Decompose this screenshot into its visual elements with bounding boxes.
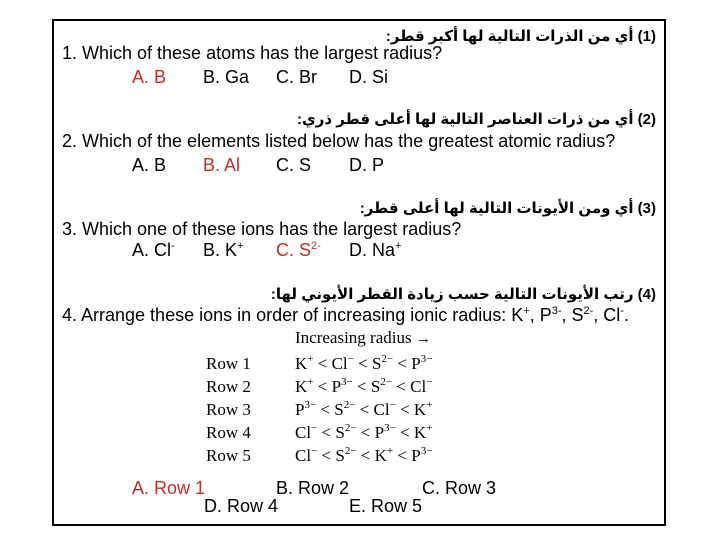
q3-arabic: (3) أي ومن الأيونات التالية لها أعلى قطر: [359, 200, 656, 217]
q1-option-b: B. Ga [203, 67, 250, 87]
q2-option-c: C. S [276, 155, 312, 175]
q1-option-d: D. Si [349, 67, 389, 87]
q4-answer-d: D. Row 4 [204, 496, 279, 516]
row-2-order: $K^+ < P^{3-} < S^{2-} < Cl^-$ [295, 376, 433, 396]
row-3-order: $P^{3-} < S^{2-} < Cl^- < K^+$ [295, 399, 433, 419]
row-1-order: $K^+ < Cl^- < S^{2-} < P^{3-}$ [295, 353, 433, 373]
q3-text: 3. Which one of these ions has the largest radius? [62, 219, 462, 239]
row-4-label: Row 4 [206, 423, 251, 442]
q3-option-b: B. K+ [203, 240, 244, 260]
q2-text: 2. Which of the elements listed below has the greatest atomic radius? [62, 131, 616, 151]
q2-arabic: (2) أي من ذرات العناصر التالية لها أعلى قطر ذري: [297, 111, 656, 128]
row-4-order: $Cl^- < S^{2-} < P^{3-} < K^+$ [295, 422, 433, 442]
q2-option-d: D. P [349, 155, 385, 175]
q3-option-d: D. Na+ [349, 240, 402, 260]
q1-option-c: C. Br [276, 67, 318, 87]
table-header: Increasing radius → [295, 328, 431, 347]
q1-arabic: (1) أي من الذرات التالية لها أكبر قطر: [385, 28, 656, 45]
q2-option-a: A. B [132, 155, 167, 175]
q4-answer-a: A. Row 1 [132, 478, 206, 498]
q2-option-b: B. Al [203, 155, 241, 175]
q3-option-c: C. $S^{2-}$ [276, 240, 321, 260]
q4-answer-c: C. Row 3 [422, 478, 497, 498]
row-5-order: $Cl^- < S^{2-} < K^+ < P^{3-}$ [295, 445, 433, 465]
row-1-label: Row 1 [206, 354, 251, 373]
q4-answer-e: E. Row 5 [349, 496, 423, 516]
row-3-label: Row 3 [206, 400, 251, 419]
q4-arabic: (4) رتب الأيونات التالية حسب زيادة القطر الأيوني لها: [270, 286, 656, 303]
q4-answer-b: B. Row 2 [276, 478, 350, 498]
row-5-label: Row 5 [206, 446, 251, 465]
q1-text: 1. Which of these atoms has the largest radius? [62, 43, 443, 63]
row-2-label: Row 2 [206, 377, 251, 396]
q3-option-a: A. Cl- [132, 240, 175, 260]
q1-option-a: A. B [132, 67, 167, 87]
q4-text: 4. Arrange these ions in order of increasing ionic radius: K+, $P^{3-}$, $S^{2-}$, Cl-. [62, 305, 629, 325]
